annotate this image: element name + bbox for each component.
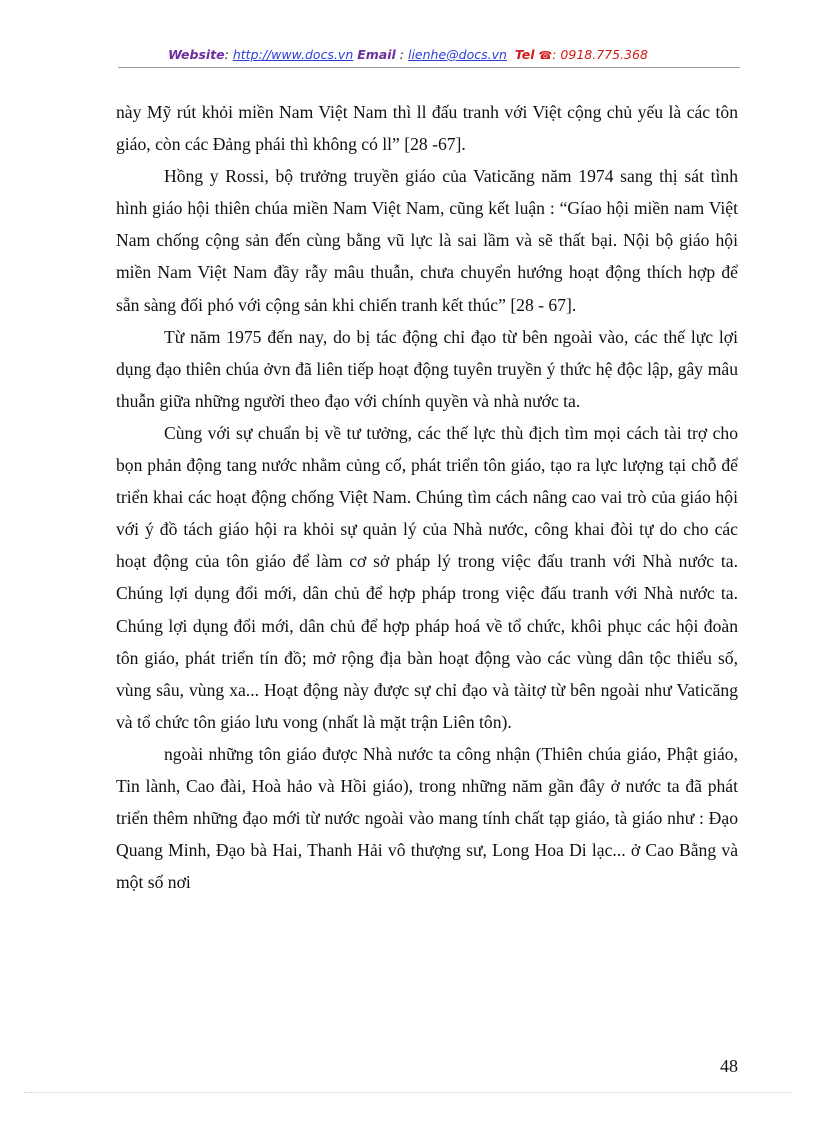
phone-icon: ☎ [538, 49, 553, 62]
website-colon: : [224, 47, 233, 62]
email-link[interactable]: lienhe@docs.vn [407, 47, 507, 62]
paragraph-1: này Mỹ rút khỏi miền Nam Việt Nam thì ll đấu tranh với Việt cộng chủ yếu là các tôn giáo, còn các Đảng phái thì không có ll” [28 -67]. [116, 102, 738, 155]
paragraph-2: Hồng y Rossi, bộ trưởng truyền giáo của Vaticăng năm 1974 sang thị sát tình hình giáo hội thiên chúa miền Nam Việt Nam, cũng kết luận : “Gíao hội miền nam Việt Nam chống cộng sản đến cùng bằng vũ lực là sai lầm và sẽ thất bại. Nội bộ giáo hội miền Nam Việt Nam đầy rẫy mâu thuẫn, chưa chuyển hướng hoạt động thích hợp để sẵn sàng đối phó với cộng sản khi chiến tranh kết thúc” [28 - 67]. [116, 166, 738, 315]
website-label: Website [168, 47, 225, 62]
page-header [0, 47, 816, 62]
document-body [116, 96, 738, 898]
tel-value: : 0918.775.368 [552, 47, 648, 62]
paragraph-3: Từ năm 1975 đến nay, do bị tác động chỉ đạo từ bên ngoài vào, các thế lực lợi dụng đạo thiên chúa ởvn đã liên tiếp hoạt động tuyên truyền ý thức hệ độc lập, gây mâu thuẫn giữa những người theo đạo với chính quyền và nhà nước ta. [116, 326, 738, 411]
paragraph-4: Cùng với sự chuẩn bị về tư tưởng, các thế lực thù địch tìm mọi cách tài trợ cho bọn phản động tang nước nhằm củng cố, phát triển tôn giáo, tạo ra lực lượng tại chỗ để triển khai các hoạt động chống Việt Nam. Chúng tìm cách nâng cao vai trò của giáo hội với ý đồ tách giáo hội ra khỏi sự quản lý của Nhà nước, công khai đòi tự do cho các hoạt động của tôn giáo để làm cơ sở pháp lý trong việc đấu tranh với Nhà nước ta. Chúng lợi dụng đổi mới, dân chủ để hợp pháp trong việc đấu tranh với Nhà nước ta. Chúng lợi dụng đổi mới, dân chủ để hợp pháp hoá về tổ chức, khôi phục các hội đoàn tôn giáo, phát triển tín đồ; mở rộng địa bàn hoạt động vào các vùng dân tộc thiểu số, vùng sâu, vùng xa... Hoạt động này được sự chỉ đạo và tàitợ từ bên ngoài như Vaticăng và tổ chức tôn giáo lưu vong (nhất là mặt trận Liên tôn). [116, 422, 738, 732]
paragraph-5: ngoài những tôn giáo được Nhà nước ta công nhận (Thiên chúa giáo, Phật giáo, Tin lành, Cao đài, Hoà hảo và Hồi giáo), trong những năm gần đây ở nước ta đã phát triển thêm những đạo mới từ nước ngoài vào mang tính chất tạp giáo, tà giáo như : Đạo Quang Minh, Đạo bà Hai, Thanh Hải vô thượng sư, Long Hoa Di lạc... ở Cao Bằng và một số nơi [116, 743, 738, 893]
email-colon: : [395, 47, 408, 62]
email-label: Email [357, 47, 396, 62]
tel-label: Tel [514, 47, 535, 62]
header-divider [118, 67, 740, 68]
page-number: 48 [720, 1056, 738, 1076]
website-link[interactable]: http://www.docs.vn [232, 47, 354, 62]
footer-divider [24, 1092, 792, 1093]
